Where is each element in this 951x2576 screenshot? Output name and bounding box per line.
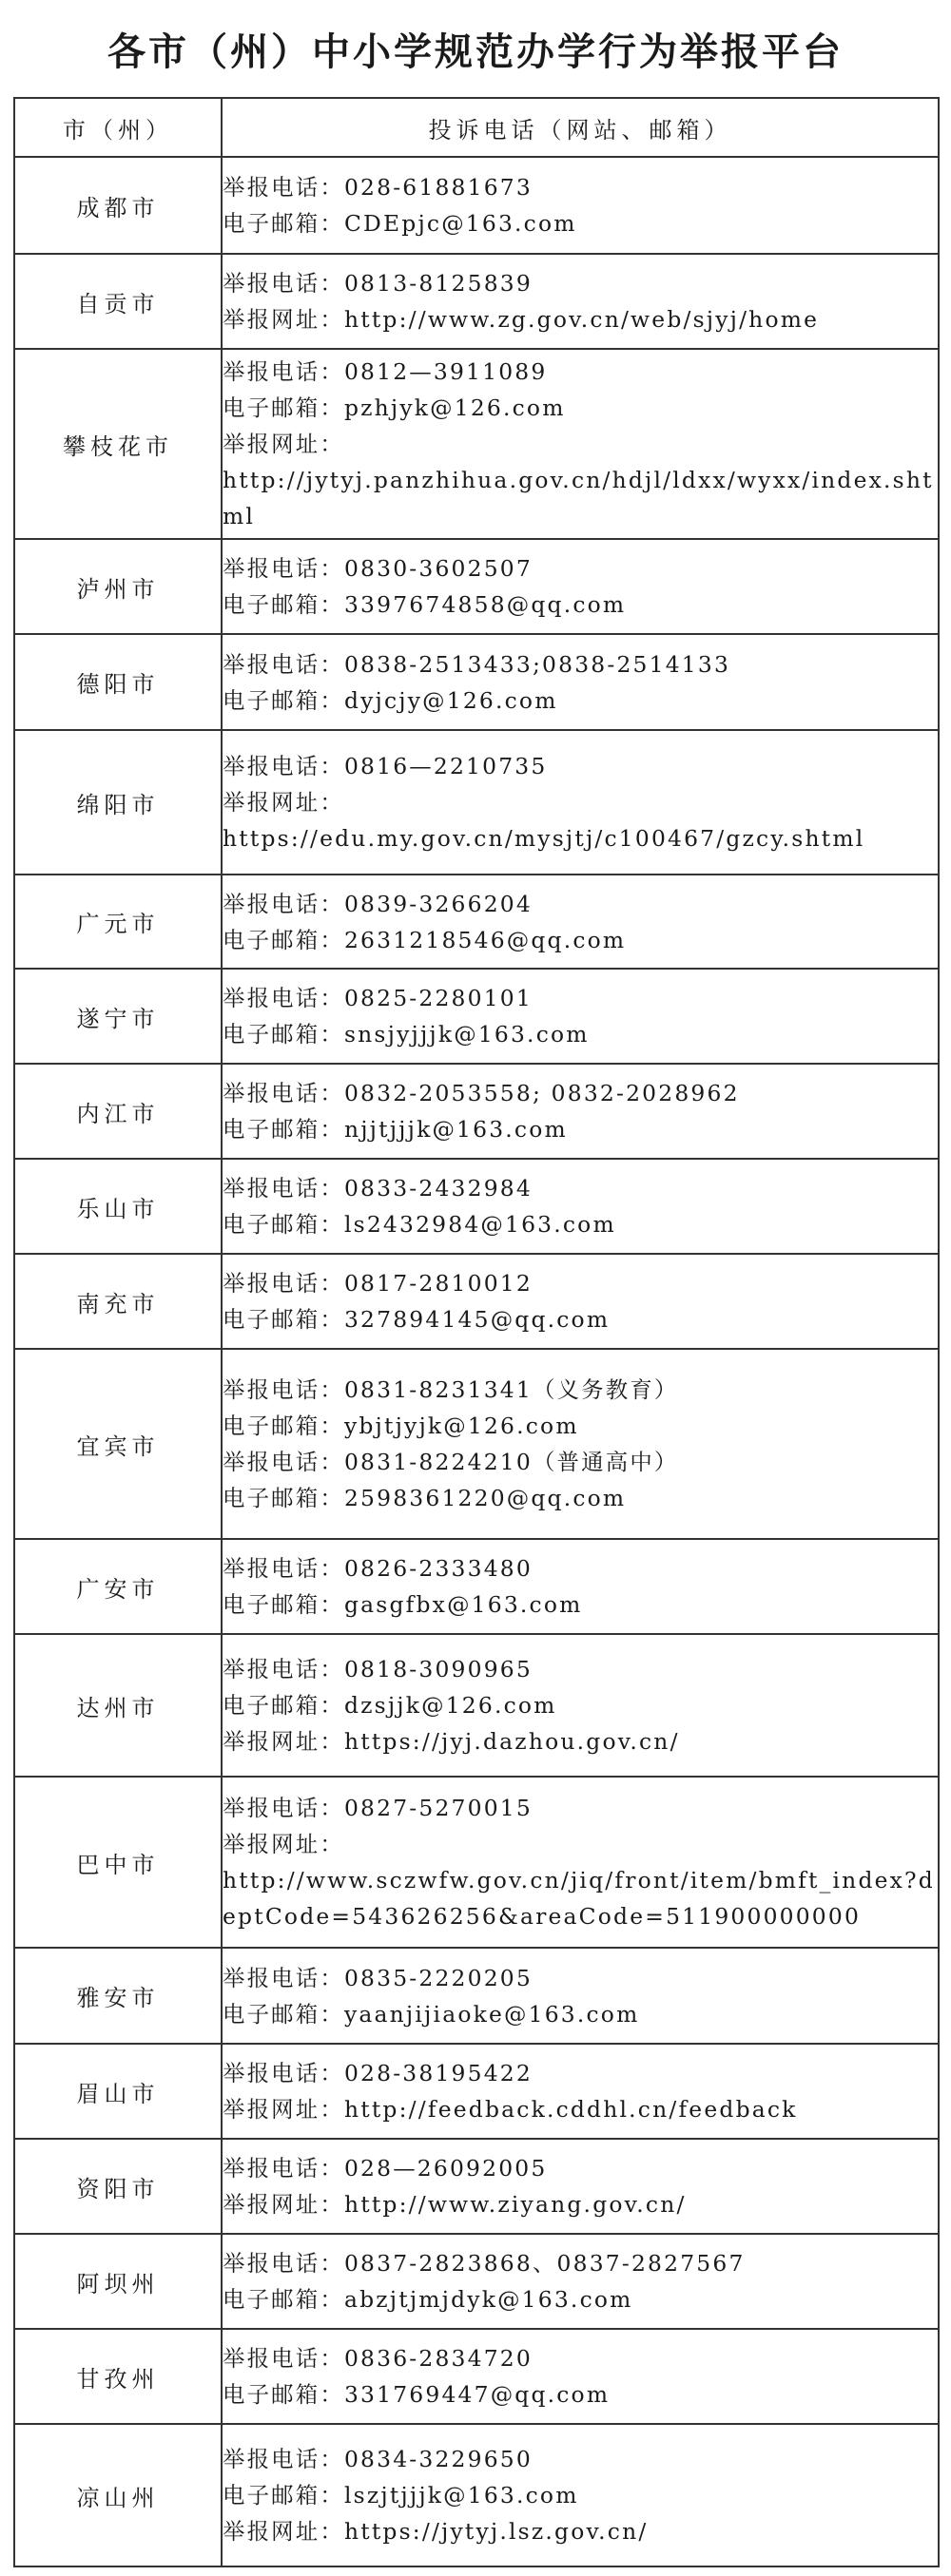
city-name: 遂宁市	[14, 969, 222, 1064]
contact-link-line[interactable]: 电子邮箱：2631218546@qq.com	[223, 926, 627, 953]
table-header-row	[14, 98, 939, 157]
contact-line: 举报电话：0827-5270015	[223, 1795, 533, 1821]
contact-line: 举报电话：0826-2333480	[223, 1555, 533, 1582]
contact-line: 举报网址：	[223, 789, 344, 816]
contact-line: 举报网址：	[223, 431, 344, 457]
contact-link-line[interactable]: 电子邮箱：njjtjjjk@163.com	[223, 1116, 568, 1143]
city-name: 凉山州	[14, 2424, 222, 2566]
contact-link-line[interactable]: 电子邮箱：dzsjjk@126.com	[223, 1692, 557, 1719]
city-name: 眉山市	[14, 2044, 222, 2139]
contact-link-line[interactable]: http://jytyj.panzhihua.gov.cn/hdjl/ldxx/wyxx/index.shtml	[223, 467, 934, 529]
contact-line: 举报电话：0813-8125839	[223, 270, 533, 297]
contact-link-line[interactable]: 举报网址：https://jyj.dazhou.gov.cn/	[223, 1728, 680, 1755]
contact-info	[222, 1539, 939, 1634]
contact-info	[222, 2424, 939, 2566]
table-row	[14, 969, 939, 1064]
contact-info	[222, 1349, 939, 1539]
city-name: 成都市	[14, 157, 222, 254]
contact-link-line[interactable]: 电子邮箱：dyjcjy@126.com	[223, 686, 558, 714]
table-row	[14, 1948, 939, 2044]
contact-link-line[interactable]: 举报网址：http://www.ziyang.gov.cn/	[223, 2191, 687, 2218]
contact-link-line[interactable]: 电子邮箱：331769447@qq.com	[223, 2381, 611, 2408]
contact-info	[222, 157, 939, 254]
table-row	[14, 1064, 939, 1159]
contact-link-line[interactable]: 电子邮箱：3397674858@qq.com	[223, 591, 627, 618]
contact-link-line[interactable]: 举报网址：https://jytyj.lsz.gov.cn/	[223, 2518, 649, 2545]
contact-line: 举报电话：0812—3911089	[223, 358, 548, 385]
city-name: 广元市	[14, 875, 222, 969]
contact-link-line[interactable]: 电子邮箱：pzhjyk@126.com	[223, 394, 566, 421]
contact-link-line[interactable]: http://www.sczwfw.gov.cn/jiq/front/item/bmft_index?deptCode=543626256&areaCode=511900000000	[223, 1867, 935, 1930]
contact-info	[222, 2139, 939, 2234]
table-row	[14, 2329, 939, 2424]
city-name: 自贡市	[14, 254, 222, 349]
city-name: 泸州市	[14, 539, 222, 634]
contact-info	[222, 969, 939, 1064]
table-row	[14, 1777, 939, 1948]
table-row	[14, 1634, 939, 1777]
table-row	[14, 875, 939, 969]
document-title: 各市（州）中小学规范办学行为举报平台	[107, 29, 844, 74]
header-contact: 投诉电话（网站、邮箱）	[222, 98, 939, 157]
city-name: 甘孜州	[14, 2329, 222, 2424]
table-row	[14, 1159, 939, 1254]
contact-info	[222, 349, 939, 539]
table-row	[14, 634, 939, 730]
table-row	[14, 1539, 939, 1634]
table-row	[14, 2139, 939, 2234]
city-name: 南充市	[14, 1254, 222, 1349]
contact-line: 举报电话：0831-8231341（义务教育）	[223, 1376, 679, 1403]
city-name: 资阳市	[14, 2139, 222, 2234]
table-row	[14, 2234, 939, 2329]
contact-link-line[interactable]: 举报网址：http://feedback.cddhl.cn/feedback	[223, 2096, 798, 2123]
contact-info	[222, 1254, 939, 1349]
contact-line: 举报电话：0836-2834720	[223, 2345, 533, 2372]
contact-info	[222, 254, 939, 349]
report-platform-table	[13, 97, 940, 2567]
contact-info	[222, 875, 939, 969]
contact-link-line[interactable]: 电子邮箱：snsjyjjjk@163.com	[223, 1021, 590, 1048]
city-name: 攀枝花市	[14, 349, 222, 539]
contact-link-line[interactable]: 电子邮箱：ybjtjyjk@126.com	[223, 1413, 579, 1439]
table-row	[14, 2044, 939, 2139]
contact-link-line[interactable]: https://edu.my.gov.cn/mysjtj/c100467/gzcy.shtml	[223, 825, 865, 852]
contact-link-line[interactable]: 电子邮箱：CDEpjc@163.com	[223, 210, 577, 237]
contact-line: 举报电话：0837-2823868、0837-2827567	[223, 2250, 746, 2277]
contact-info	[222, 730, 939, 875]
contact-line: 举报网址：	[223, 1831, 344, 1857]
contact-line: 举报电话：028-61881673	[223, 174, 533, 201]
contact-info	[222, 1634, 939, 1777]
contact-info	[222, 2329, 939, 2424]
contact-link-line[interactable]: 电子邮箱：2598361220@qq.com	[223, 1485, 627, 1511]
contact-info	[222, 1064, 939, 1159]
table-row	[14, 2424, 939, 2566]
contact-info	[222, 2234, 939, 2329]
header-city: 市（州）	[14, 98, 222, 157]
contact-line: 举报电话：0839-3266204	[223, 890, 533, 917]
contact-link-line[interactable]: 电子邮箱：ls2432984@163.com	[223, 1211, 616, 1238]
contact-line: 举报电话：0833-2432984	[223, 1175, 533, 1201]
contact-line: 举报电话：0834-3229650	[223, 2446, 533, 2472]
contact-line: 举报电话：0832-2053558; 0832-2028962	[223, 1080, 740, 1106]
table-body	[14, 157, 939, 2566]
contact-line: 举报电话：0825-2280101	[223, 985, 533, 1011]
contact-info	[222, 2044, 939, 2139]
contact-info	[222, 634, 939, 730]
contact-link-line[interactable]: 电子邮箱：yaanjijiaoke@163.com	[223, 2000, 640, 2028]
contact-line: 举报电话：028—26092005	[223, 2155, 548, 2182]
table-row	[14, 730, 939, 875]
contact-link-line[interactable]: 电子邮箱：327894145@qq.com	[223, 1306, 611, 1333]
city-name: 达州市	[14, 1634, 222, 1777]
city-name: 阿坝州	[14, 2234, 222, 2329]
contact-link-line[interactable]: 举报网址：http://www.zg.gov.cn/web/sjyj/home	[223, 306, 820, 333]
city-name: 广安市	[14, 1539, 222, 1634]
table-row	[14, 1254, 939, 1349]
city-name: 巴中市	[14, 1777, 222, 1948]
contact-info	[222, 1159, 939, 1254]
contact-line: 举报电话：0838-2513433;0838-2514133	[223, 650, 731, 678]
contact-line: 举报电话：0817-2810012	[223, 1270, 533, 1297]
contact-info	[222, 1948, 939, 2044]
contact-line: 举报电话：0835-2220205	[223, 1964, 533, 1991]
table-row	[14, 254, 939, 349]
contact-link-line[interactable]: 电子邮箱：abzjtjmjdyk@163.com	[223, 2286, 633, 2313]
contact-line: 举报电话：028-38195422	[223, 2060, 533, 2086]
city-name: 绵阳市	[14, 730, 222, 875]
contact-line: 举报电话：0830-3602507	[223, 555, 533, 582]
city-name: 德阳市	[14, 634, 222, 730]
contact-link-line[interactable]: 电子邮箱：lszjtjjjk@163.com	[223, 2482, 579, 2509]
contact-line: 举报电话：0831-8224210（普通高中）	[223, 1449, 679, 1475]
table-row	[14, 349, 939, 539]
contact-line: 举报电话：0816—2210735	[223, 753, 548, 779]
city-name: 宜宾市	[14, 1349, 222, 1539]
contact-info	[222, 1777, 939, 1948]
city-name: 雅安市	[14, 1948, 222, 2044]
city-name: 内江市	[14, 1064, 222, 1159]
contact-link-line[interactable]: 电子邮箱：gasgfbx@163.com	[223, 1591, 583, 1618]
city-name: 乐山市	[14, 1159, 222, 1254]
table-row	[14, 157, 939, 254]
table-row	[14, 1349, 939, 1539]
contact-info	[222, 539, 939, 634]
contact-line: 举报电话：0818-3090965	[223, 1656, 533, 1682]
table-row	[14, 539, 939, 634]
